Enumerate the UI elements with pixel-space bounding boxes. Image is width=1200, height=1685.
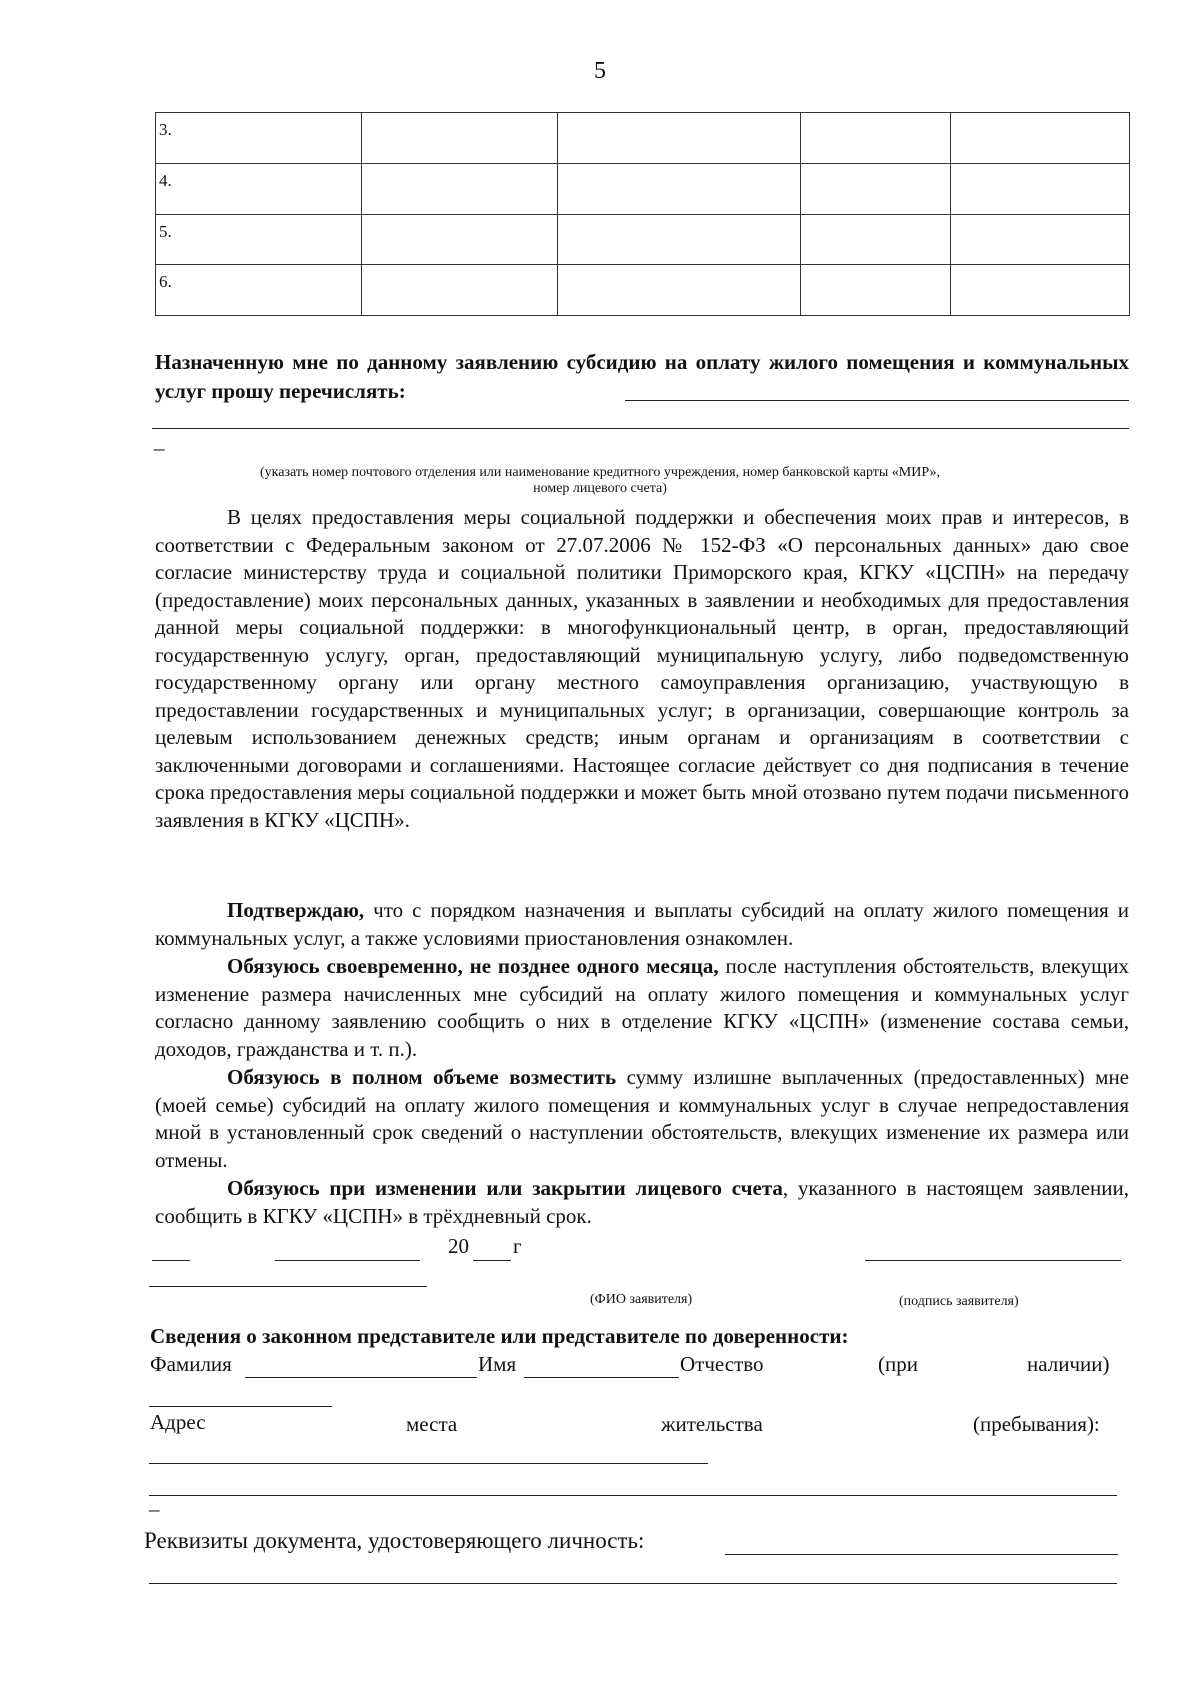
table-cell[interactable] [362,265,558,316]
day-field[interactable] [152,1260,190,1261]
table-cell[interactable] [801,265,951,316]
table-cell[interactable] [801,214,951,265]
table-cell[interactable] [951,163,1130,214]
page-number: 5 [594,58,606,84]
oblige-refund-paragraph: Обязуюсь в полном объеме возместить сумму излишне выплаченных (предоставленных) мне (моей семье) субсидий на оплату жилого помещения и коммунальных услуг в случае непредоставления мной в установленный срок сведений о наступлении обстоятельств, влекущих изменение их размера или отмены. [155,1065,1129,1172]
table-cell[interactable] [558,214,801,265]
transfer-field-line-1[interactable] [625,400,1129,401]
table-cell[interactable] [801,163,951,214]
fio-label: (ФИО заявителя) [590,1292,693,1307]
confirm-paragraph: Подтверждаю, что с порядком назначения и выплаты субсидий на оплату жилого помещения и коммунальных услуг, а также условиями приостановления ознакомлен. [155,898,1129,950]
table-cell[interactable] [801,113,951,164]
table-cell[interactable] [558,113,801,164]
row-number: 6. [156,265,362,316]
row-number: 3. [156,113,362,164]
transfer-instruction: Назначенную мне по данному заявлению субсидию на оплату жилого помещения и коммунальных услуг прошу перечислять: [155,350,1129,403]
table-cell[interactable] [362,214,558,265]
transfer-hint: (указать номер почтового отделения или наименование кредитного учреждения, номер банковской карты «МИР», номер лицевого счета) [260,465,940,496]
address-dash: – [149,1497,160,1521]
table-cell[interactable] [362,163,558,214]
patronymic-label: Отчество [680,1352,764,1376]
identity-doc-field-line-2[interactable] [149,1583,1117,1584]
fio-field[interactable] [149,1286,427,1287]
year-field[interactable] [473,1260,511,1261]
oblige-account-paragraph: Обязуюсь при изменении или закрытии лицевого счета, указанного в настоящем заявлении, сообщить в КГКУ «ЦСПН» в трёхдневный срок. [155,1176,1129,1228]
table-cell[interactable] [951,265,1130,316]
name-field[interactable] [524,1377,679,1378]
year-prefix: 20 [448,1234,469,1258]
patronymic-field[interactable] [149,1406,332,1407]
address-label-1: Адрес [150,1410,206,1434]
table-cell[interactable] [362,113,558,164]
transfer-dash: – [154,436,165,460]
table-row [156,265,1130,316]
identity-doc-label: Реквизиты документа, удостоверяющего личность: [144,1528,645,1553]
address-label-2: места [406,1412,458,1436]
transfer-field-line-2[interactable] [152,428,1129,429]
surname-field[interactable] [245,1377,477,1378]
table-row [156,113,1130,164]
table-cell[interactable] [951,214,1130,265]
year-suffix: г [513,1234,522,1258]
consent-paragraph: В целях предоставления меры социальной поддержки и обеспечения моих прав и интересов, в соответствии с Федеральным законом от 27.07.2006 № 152-ФЗ «О персональных данных» даю свое согласие министерству труда и социальной политики Приморского края, КГКУ «ЦСПН» на передачу (предоставление) моих персональных данных, указанных в заявлении и необходимых для предоставления данной меры социальной поддержки: в многофункциональный центр, в орган, предоставляющий государственную услугу, орган, предоставляющий муниципальную услугу, либо подведомственную государственному органу или органу местного самоуправления организацию, участвующую в предоставлении государственных и муниципальных услуг; в организации, совершающие контроль за целевым использованием денежных средств; иным органам и организациям в соответствии с заключенными договорами и соглашениями. Настоящее согласие действует со дня подписания в течение срока предоставления меры социальной поддержки и может быть мной отозвано путем подачи письменного заявления в КГКУ «ЦСПН». [155,505,1129,832]
table-cell[interactable] [951,113,1130,164]
name-label: Имя [478,1352,517,1376]
row-number: 5. [156,214,362,265]
oblige-notify-paragraph: Обязуюсь своевременно, не позднее одного месяца, после наступления обстоятельств, влекущих изменение размера начисленных мне субсидий на оплату жилого помещения и коммунальных услуг согласно данному заявлению сообщить о них в отделение КГКУ «ЦСПН» (изменение состава семьи, доходов, гражданства и т. п.). [155,954,1129,1061]
table-row [156,214,1130,265]
identity-doc-field-line-1[interactable] [725,1554,1118,1555]
address-label-3: жительства [661,1412,763,1436]
signature-field[interactable] [865,1260,1121,1261]
row-number: 4. [156,163,362,214]
address-field-line-2[interactable] [149,1495,1117,1496]
if-any-label-1: (при [878,1352,918,1376]
representative-heading: Сведения о законном представителе или представителе по доверенности: [150,1324,849,1348]
address-field-line-1[interactable] [149,1463,708,1464]
address-label-4: (пребывания): [973,1412,1100,1436]
table-cell[interactable] [558,265,801,316]
month-field[interactable] [275,1260,420,1261]
if-any-label-2: наличии) [1027,1352,1110,1376]
table-row [156,163,1130,214]
table-cell[interactable] [558,163,801,214]
signature-label: (подпись заявителя) [899,1294,1019,1309]
surname-label: Фамилия [150,1352,232,1376]
items-table [155,112,1130,316]
